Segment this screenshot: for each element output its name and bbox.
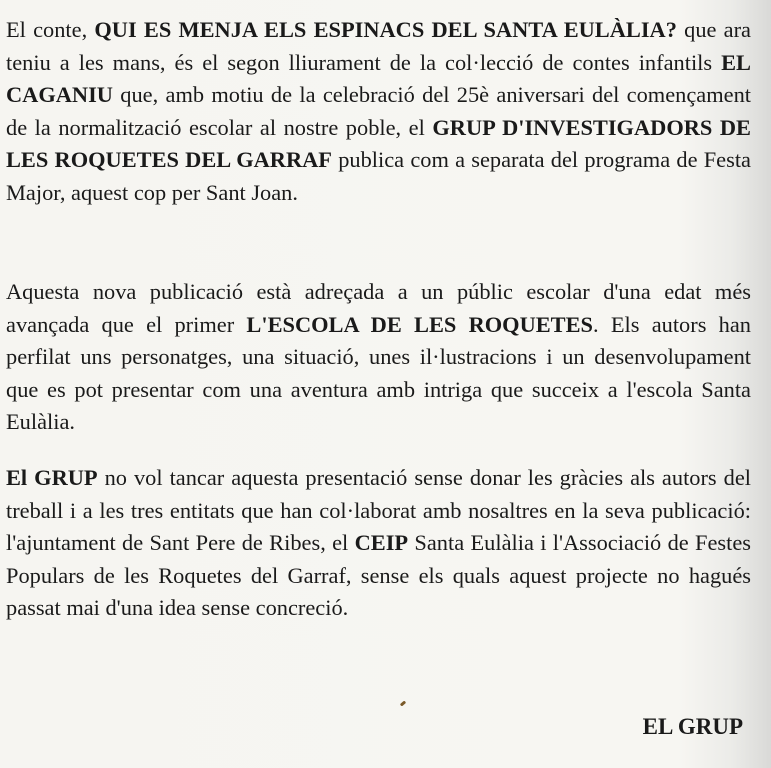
- signature: EL GRUP: [642, 714, 743, 739]
- audience-text-1: Aquesta nova publicació està adreçada a un públic escolar d'una edat més avançada que el primer: [6, 279, 751, 337]
- first-book-title: L'ESCOLA DE LES ROQUETES: [246, 311, 593, 337]
- paragraph-introduction: [6, 14, 751, 210]
- intro-text-4: publica com a separata del programa de Festa Major, aquest cop per Sant Joan.: [6, 147, 751, 205]
- story-title: QUI ES MENJA ELS ESPINACS DEL SANTA EULÀLIA?: [94, 17, 677, 42]
- collection-name: EL CAGANIU: [6, 49, 751, 108]
- thanks-text-1: no vol tancar aquesta presentació sense donar les gràcies als autors del treball i a les tres entitats que han col·laborat amb nosaltres en la seva publicació: l'ajuntament de Sant Pere de Ribes, el: [6, 465, 751, 556]
- paragraph-thanks: [6, 462, 751, 625]
- publisher-name: GRUP D'INVESTIGADORS DE LES ROQUETES DEL GARRAF: [6, 114, 751, 173]
- intro-text-3: que, amb motiu de la celebració del 25è aniversari del començament de la normalització escolar al nostre poble, el: [6, 82, 751, 140]
- school-acronym: CEIP: [354, 530, 409, 556]
- thanks-text-2: Santa Eulàlia i l'Associació de Festes Populars de les Roquetes del Garraf, sense els quals aquest projecte no hagués passat mai d'una idea sense concreció.: [6, 530, 751, 621]
- ink-speck: [400, 700, 407, 706]
- audience-text-2: . Els autors han perfilat uns personatges, una situació, unes il·lustracions i un desenvolupament que es pot presentar com una aventura amb intriga que succeix a l'escola Santa Eulàlia.: [6, 311, 751, 435]
- intro-text-1: El conte,: [6, 17, 95, 42]
- group-name: El GRUP: [6, 465, 98, 490]
- paragraph-audience: [6, 276, 751, 439]
- intro-text-2: que ara teniu a les mans, és el segon lliurament de la col·lecció de contes infantils: [6, 17, 751, 75]
